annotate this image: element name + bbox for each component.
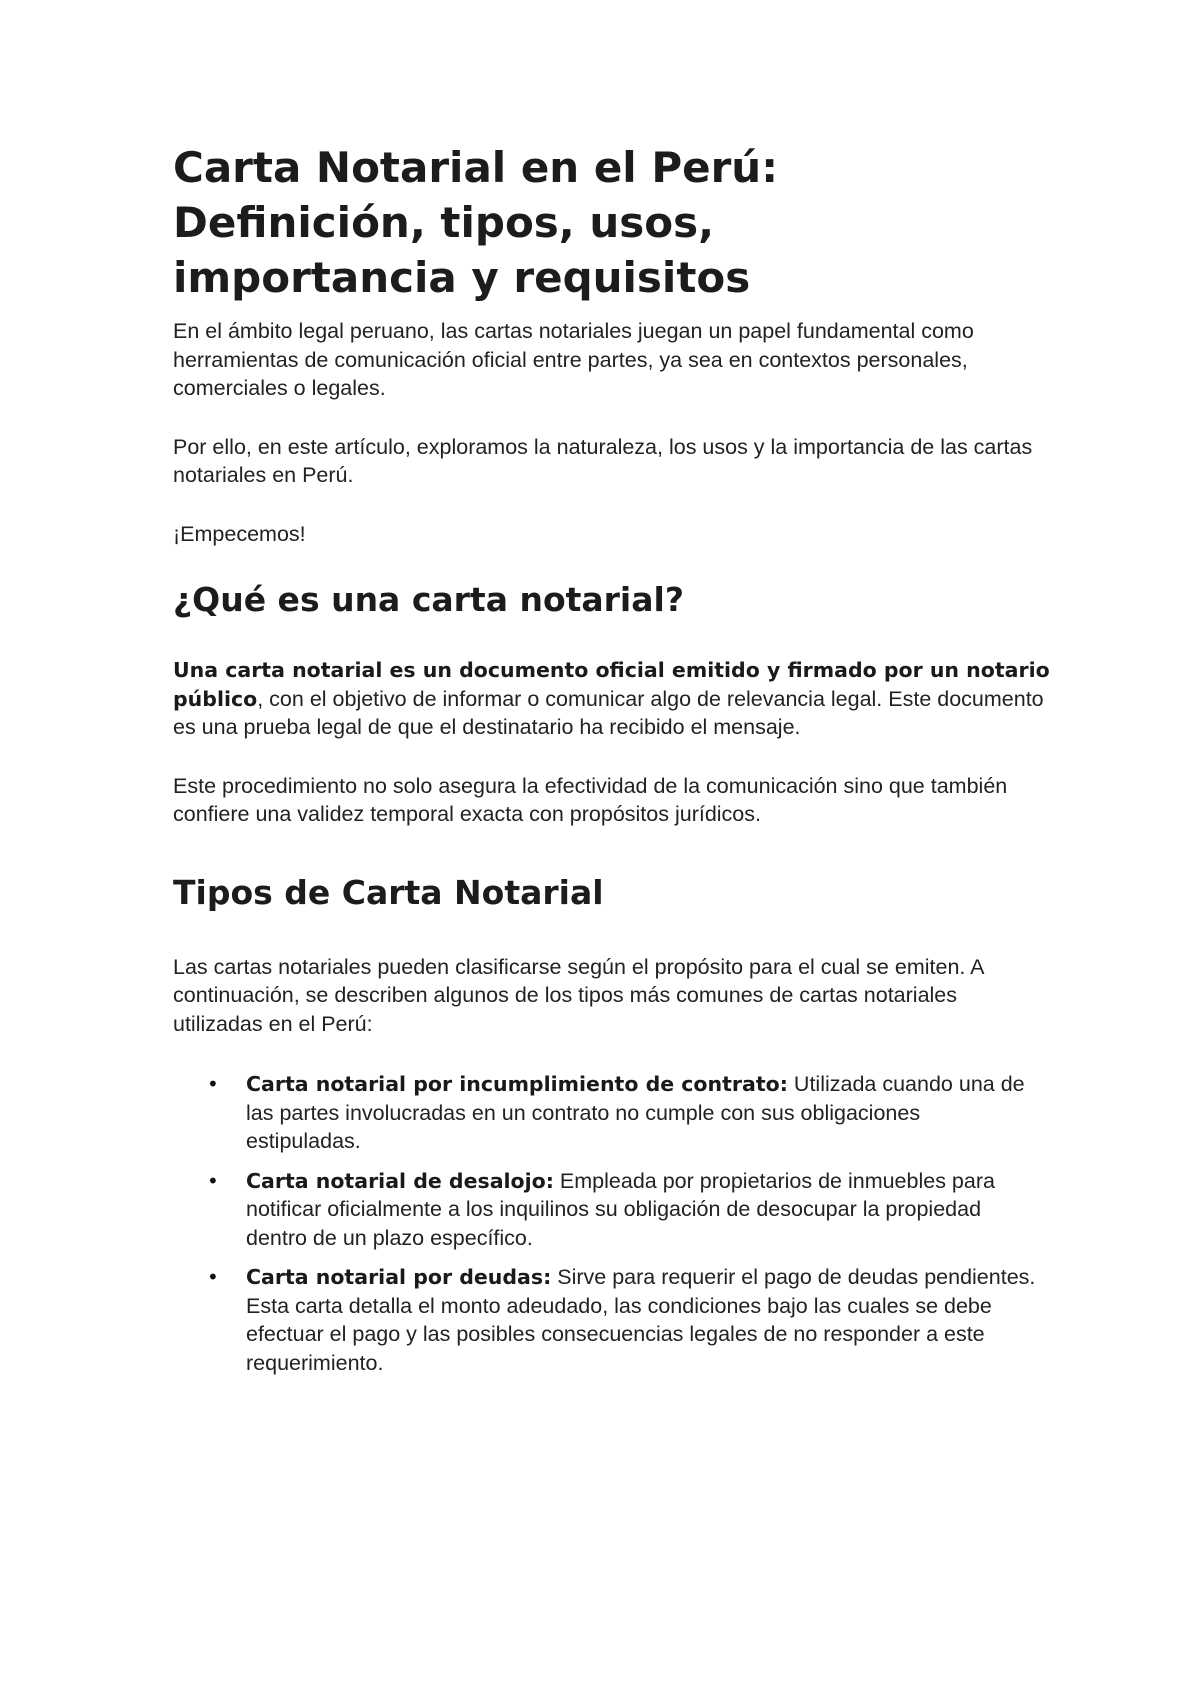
definition-rest-text: , con el objetivo de informar o comunicar algo de relevancia legal. Este documento es una prueba legal de que el destinatario ha recibido el mensaje. bbox=[173, 686, 1044, 739]
bullet-icon: • bbox=[207, 1072, 219, 1096]
bullet-icon: • bbox=[207, 1265, 219, 1289]
list-item-text: Utilizada cuando una de las partes involucradas en un contrato no cumple con sus obligaciones estipuladas. bbox=[246, 1072, 1025, 1153]
types-list bbox=[173, 1070, 1053, 1377]
procedure-paragraph: Este procedimiento no solo asegura la efectividad de la comunicación sino que también confiere una validez temporal exacta con propósitos jurídicos. bbox=[173, 773, 1008, 826]
definition-bold-text: Una carta notarial es un documento oficial emitido y firmado por un notario público bbox=[173, 658, 1050, 711]
intro-paragraph-3: ¡Empecemos! bbox=[173, 521, 306, 546]
section-heading-que-es: ¿Qué es una carta notarial? bbox=[173, 580, 684, 619]
list-item-text: Empleada por propietarios de inmuebles para notificar oficialmente a los inquilinos su obligación de desocupar la propiedad dentro de un plazo específico. bbox=[246, 1168, 995, 1250]
document-content bbox=[173, 140, 1053, 1377]
list-item-title: Carta notarial de desalojo: bbox=[246, 1168, 554, 1193]
section-heading-tipos: Tipos de Carta Notarial bbox=[173, 872, 604, 912]
intro-paragraph-1: En el ámbito legal peruano, las cartas notariales juegan un papel fundamental como herramientas de comunicación oficial entre partes, ya sea en contextos personales, comerciales o legales. bbox=[173, 319, 974, 400]
list-item bbox=[173, 1167, 1046, 1253]
bullet-icon: • bbox=[207, 1168, 219, 1193]
document-title: Carta Notarial en el Perú: Definición, tipos, usos, importancia y requisitos bbox=[173, 143, 779, 302]
list-item bbox=[173, 1263, 1056, 1377]
list-item-title: Carta notarial por incumplimiento de contrato: bbox=[246, 1072, 788, 1096]
types-intro-paragraph: Las cartas notariales pueden clasificarse según el propósito para el cual se emiten. A continuación, se describen algunos de los tipos más comunes de cartas notariales utilizadas en el Perú: bbox=[173, 954, 984, 1036]
intro-paragraph-2: Por ello, en este artículo, exploramos la naturaleza, los usos y la importancia de las cartas notariales en Perú. bbox=[173, 434, 1033, 487]
list-item-title: Carta notarial por deudas: bbox=[246, 1265, 552, 1289]
definition-paragraph bbox=[173, 656, 1053, 742]
list-item-text: Sirve para requerir el pago de deudas pendientes. Esta carta detalla el monto adeudado, las condiciones bajo las cuales se debe efectuar el pago y las posibles consecuencias legales de no responder a este requerimiento. bbox=[246, 1265, 1036, 1375]
list-item bbox=[173, 1070, 1031, 1156]
